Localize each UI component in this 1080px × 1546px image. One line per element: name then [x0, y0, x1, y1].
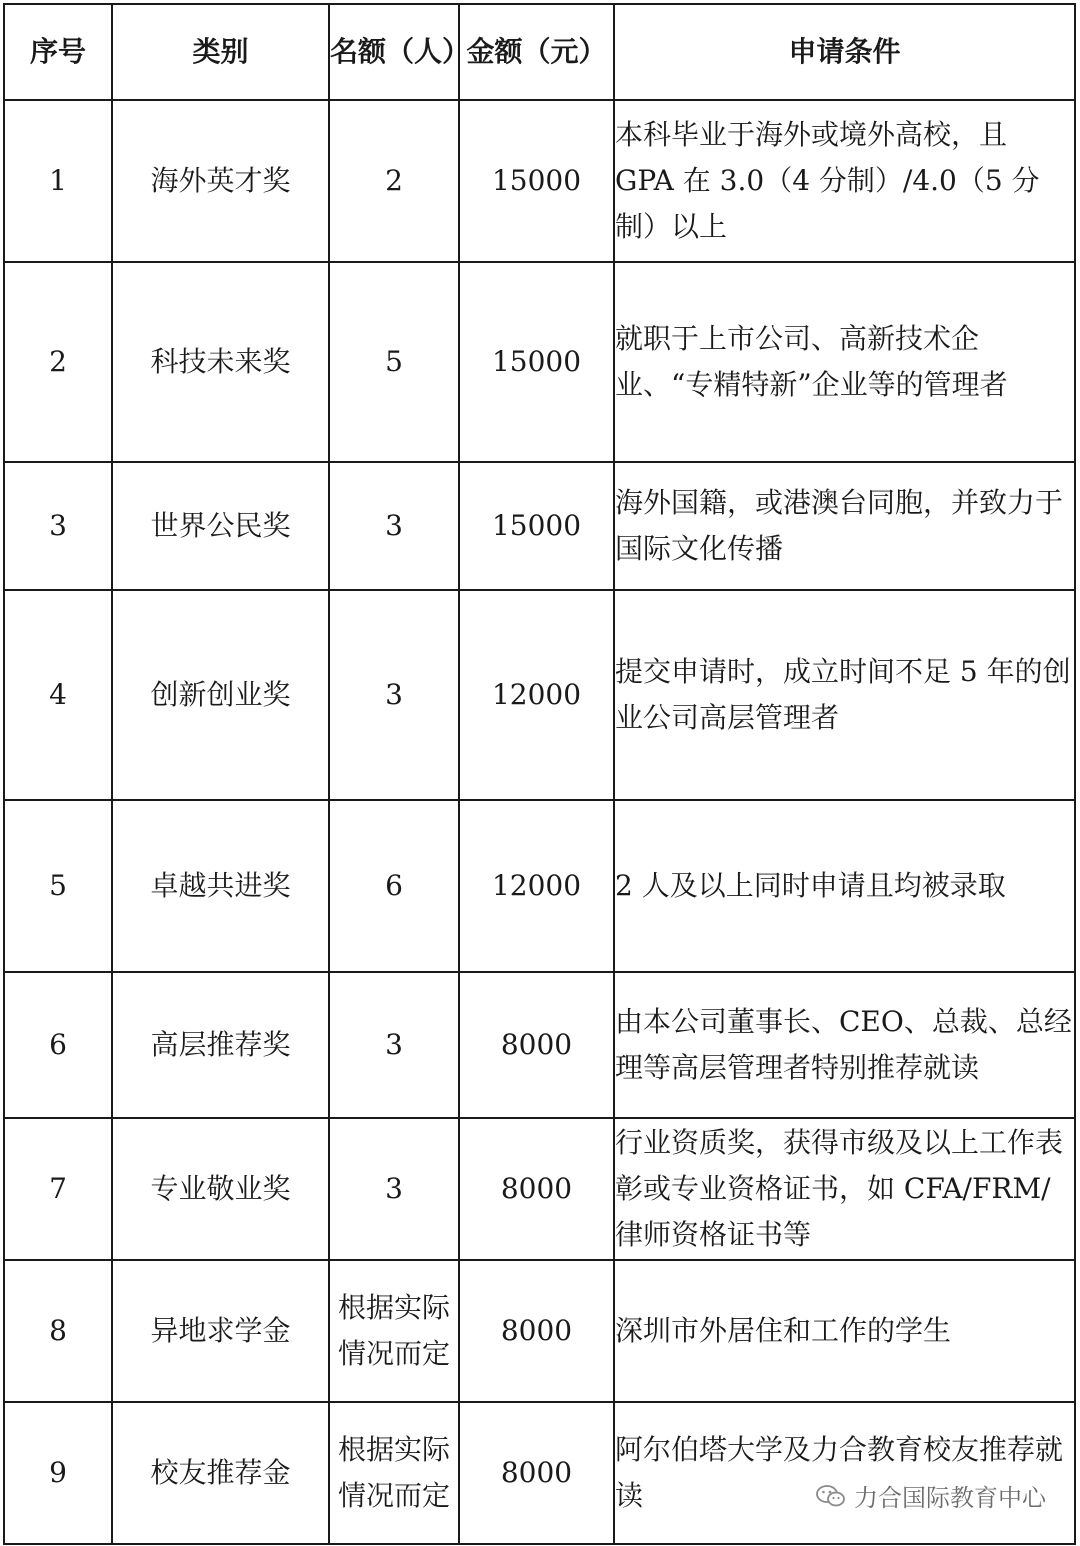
table-row	[4, 972, 1075, 1118]
row-conditions: 提交申请时，成立时间不足 5 年的创业公司高层管理者	[614, 590, 1075, 800]
row-conditions: 就职于上市公司、高新技术企业、“专精特新”企业等的管理者	[614, 262, 1075, 462]
row-amount: 8000	[459, 972, 614, 1118]
table-row	[4, 590, 1075, 800]
row-amount: 8000	[459, 1260, 614, 1402]
table-row	[4, 1260, 1075, 1402]
row-amount: 15000	[459, 462, 614, 590]
row-no: 4	[4, 590, 112, 800]
row-quota: 5	[329, 262, 459, 462]
header-quota: 名额（人）	[329, 4, 459, 100]
row-category: 卓越共进奖	[112, 800, 329, 972]
table-row	[4, 262, 1075, 462]
row-conditions: 行业资质奖，获得市级及以上工作表彰或专业资格证书，如 CFA/FRM/律师资格证书等	[614, 1118, 1075, 1260]
scholarship-table	[3, 3, 1076, 1545]
watermark	[816, 1478, 1046, 1513]
row-amount: 8000	[459, 1118, 614, 1260]
row-conditions: 深圳市外居住和工作的学生	[614, 1260, 1075, 1402]
row-no: 1	[4, 100, 112, 262]
row-no: 8	[4, 1260, 112, 1402]
row-conditions: 本科毕业于海外或境外高校，且 GPA 在 3.0（4 分制）/4.0（5 分制）以上	[614, 100, 1075, 262]
table-row	[4, 100, 1075, 262]
row-no: 3	[4, 462, 112, 590]
row-no: 2	[4, 262, 112, 462]
row-conditions: 2 人及以上同时申请且均被录取	[614, 800, 1075, 972]
row-category: 高层推荐奖	[112, 972, 329, 1118]
row-quota: 根据实际情况而定	[329, 1402, 459, 1544]
header-category: 类别	[112, 4, 329, 100]
row-conditions: 由本公司董事长、CEO、总裁、总经理等高层管理者特别推荐就读	[614, 972, 1075, 1118]
row-quota: 3	[329, 972, 459, 1118]
header-row	[4, 4, 1075, 100]
table-row	[4, 1118, 1075, 1260]
header-no: 序号	[4, 4, 112, 100]
row-conditions: 阿尔伯塔大学及力合教育校友推荐就读	[614, 1402, 1075, 1544]
row-no: 7	[4, 1118, 112, 1260]
row-amount: 8000	[459, 1402, 614, 1544]
row-amount: 15000	[459, 100, 614, 262]
row-quota: 3	[329, 462, 459, 590]
row-category: 海外英才奖	[112, 100, 329, 262]
row-category: 科技未来奖	[112, 262, 329, 462]
row-no: 9	[4, 1402, 112, 1544]
table-row	[4, 800, 1075, 972]
row-category: 专业敬业奖	[112, 1118, 329, 1260]
watermark-text: 力合国际教育中心	[854, 1484, 1046, 1512]
row-quota: 6	[329, 800, 459, 972]
row-category: 世界公民奖	[112, 462, 329, 590]
header-conditions: 申请条件	[614, 4, 1075, 100]
row-amount: 12000	[459, 800, 614, 972]
row-quota: 3	[329, 1118, 459, 1260]
row-amount: 15000	[459, 262, 614, 462]
wechat-icon	[816, 1484, 846, 1508]
row-quota: 根据实际情况而定	[329, 1260, 459, 1402]
table-row	[4, 462, 1075, 590]
header-amount: 金额（元）	[459, 4, 614, 100]
row-category: 校友推荐金	[112, 1402, 329, 1544]
row-amount: 12000	[459, 590, 614, 800]
row-no: 6	[4, 972, 112, 1118]
row-category: 创新创业奖	[112, 590, 329, 800]
row-category: 异地求学金	[112, 1260, 329, 1402]
row-no: 5	[4, 800, 112, 972]
row-conditions: 海外国籍，或港澳台同胞，并致力于国际文化传播	[614, 462, 1075, 590]
row-quota: 2	[329, 100, 459, 262]
table-row	[4, 1402, 1075, 1544]
row-quota: 3	[329, 590, 459, 800]
